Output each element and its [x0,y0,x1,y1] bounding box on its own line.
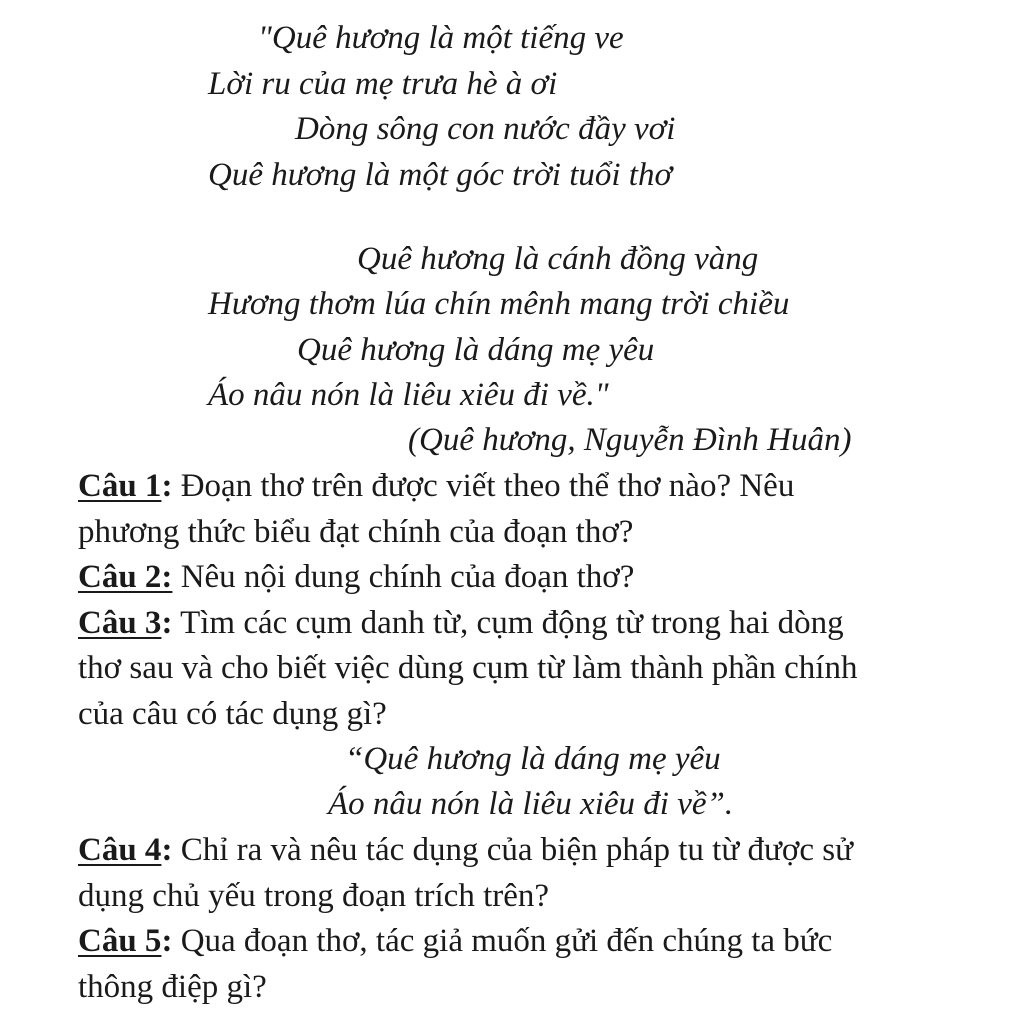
question-5-label: Câu 5 [78,923,162,959]
poem-line-2: Lời ru của mẹ trưa hè à ơi [208,66,558,102]
question-2-line-1 [78,557,634,597]
question-4-line-2: dụng chủ yếu trong đoạn trích trên? [78,878,550,914]
poem-line-3: Dòng sông con nước đầy vơi [295,111,676,147]
poem-line-6: Hương thơm lúa chín mênh mang trời chiều [208,286,790,322]
question-5-line-2: thông điệp gì? [78,969,267,1005]
question-5-line-1: Câu 5: Qua đoạn thơ, tác giả muốn gửi đến chúng ta bức [78,923,833,959]
poem-line-8: Áo nâu nón là liêu xiêu đi về." [208,377,609,413]
question-3-line-2: thơ sau và cho biết việc dùng cụm từ làm thành phần chính [78,650,858,686]
question-1-text: Đoạn thơ trên được viết theo thể thơ nào? Nêu [180,468,795,504]
question-3-quote-line-2: Áo nâu nón là liêu xiêu đi về”. [328,786,734,822]
poem-line-7: Quê hương là dáng mẹ yêu [297,332,655,368]
question-3-label: Câu 3 [78,605,162,641]
question-2-text: Nêu nội dung chính của đoạn thơ? [180,559,635,595]
poem-line-1: "Quê hương là một tiếng ve [258,20,624,56]
question-3-quote-line-1: “Quê hương là dáng mẹ yêu [345,741,721,777]
question-4-line-1: Câu 4: Chỉ ra và nêu tác dụng của biện pháp tu từ được sử [78,832,853,868]
question-4-label: Câu 4 [78,832,162,868]
question-1-label: Câu 1 [78,468,162,504]
question-3-line-3: của câu có tác dụng gì? [78,696,387,732]
poem-line-5: Quê hương là cánh đồng vàng [357,241,759,277]
poem-source: (Quê hương, Nguyễn Đình Huân) [408,422,852,458]
question-4-text: Chỉ ra và nêu tác dụng của biện pháp tu từ được sử [180,832,853,868]
question-3-line-1: Câu 3: Tìm các cụm danh từ, cụm động từ trong hai dòng [78,605,844,641]
question-2-label: Câu 2: [78,559,173,595]
question-5-text: Qua đoạn thơ, tác giả muốn gửi đến chúng ta bức [180,923,833,959]
question-1-line-1: Câu 1: Đoạn thơ trên được viết theo thể thơ nào? Nêu [78,468,795,504]
poem-line-4: Quê hương là một góc trời tuổi thơ [208,157,673,193]
question-3-text: Tìm các cụm danh từ, cụm động từ trong hai dòng [180,605,844,641]
question-1-line-2: phương thức biểu đạt chính của đoạn thơ? [78,514,634,550]
